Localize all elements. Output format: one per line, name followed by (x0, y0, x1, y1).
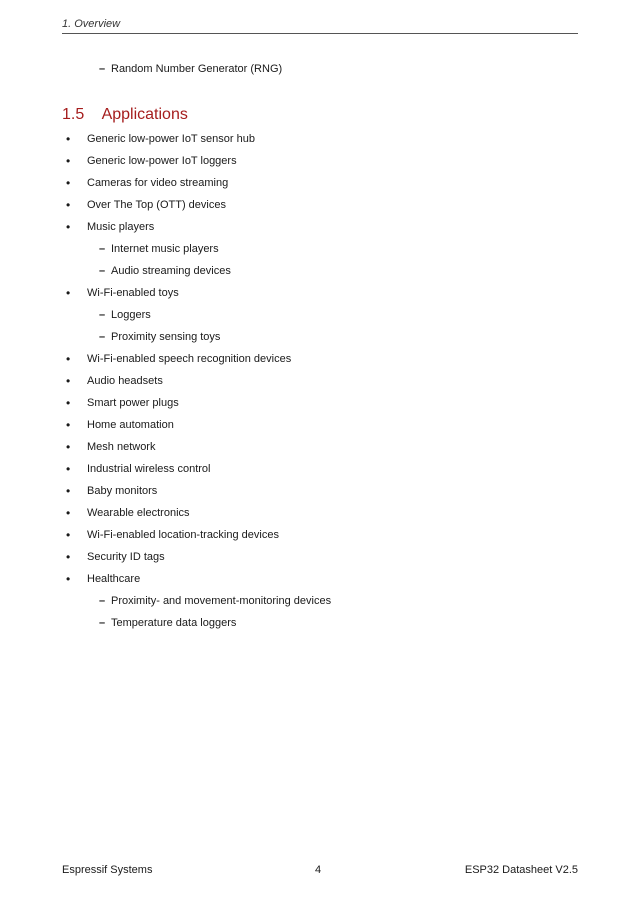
bullet-marker: • (66, 176, 71, 190)
list-item-text: Over The Top (OTT) devices (87, 199, 226, 211)
list-item (66, 374, 163, 388)
list-item-text: Wi-Fi-enabled speech recognition devices (87, 353, 292, 365)
list-item (66, 132, 255, 146)
bullet-marker: • (66, 154, 71, 168)
section-heading (62, 106, 188, 124)
dash-marker: – (99, 331, 106, 343)
list-item-text: Random Number Generator (RNG) (111, 63, 283, 75)
list-item-text: Proximity sensing toys (111, 331, 221, 343)
bullet-marker: • (66, 418, 71, 432)
list-item (66, 528, 279, 542)
list-item (66, 484, 158, 498)
list-item-text: Industrial wireless control (87, 463, 211, 475)
list-item-text: Healthcare (87, 573, 141, 585)
list-item-text: Music players (87, 221, 155, 233)
list-item-text: Loggers (111, 309, 151, 321)
list-item-text: Wearable electronics (87, 507, 190, 519)
list-item (99, 594, 332, 608)
bullet-marker: • (66, 572, 71, 586)
bullet-marker: • (66, 132, 71, 146)
list-item (66, 396, 179, 410)
list-item-text: Audio streaming devices (111, 265, 231, 277)
dash-marker: – (99, 243, 106, 255)
dash-marker: – (99, 617, 106, 629)
bullet-marker: • (66, 352, 71, 366)
bullet-marker: • (66, 440, 71, 454)
list-item-text: Generic low-power IoT sensor hub (87, 133, 255, 145)
page-header (62, 16, 578, 34)
bullet-marker: • (66, 462, 71, 476)
list-item-text: Security ID tags (87, 551, 165, 563)
list-item (99, 62, 283, 76)
dash-marker: – (99, 309, 106, 321)
list-item (66, 198, 226, 212)
bullet-marker: • (66, 286, 71, 300)
list-item-text: Mesh network (87, 441, 156, 453)
dash-marker: – (99, 595, 106, 607)
dash-marker: – (99, 63, 106, 75)
list-item-text: Audio headsets (87, 375, 163, 387)
section-title: Applications (101, 106, 188, 123)
list-item-text: Wi-Fi-enabled location-tracking devices (87, 529, 279, 541)
bullet-marker: • (66, 374, 71, 388)
list-item-text: Home automation (87, 419, 174, 431)
list-item (66, 550, 165, 564)
bullet-marker: • (66, 550, 71, 564)
bullet-marker: • (66, 506, 71, 520)
list-item (66, 418, 174, 432)
list-item (99, 308, 151, 322)
bullet-marker: • (66, 528, 71, 542)
list-item (66, 176, 229, 190)
list-item (66, 352, 292, 366)
list-item (66, 154, 237, 168)
running-title: 1. Overview (62, 18, 121, 30)
list-item (99, 264, 231, 278)
list-item-text: Cameras for video streaming (87, 177, 229, 189)
list-item-text: Smart power plugs (87, 397, 179, 409)
list-item (66, 286, 179, 300)
list-item (66, 440, 156, 454)
footer-company: Espressif Systems (62, 864, 153, 876)
list-item-text: Internet music players (111, 243, 219, 255)
list-item-text: Proximity- and movement-monitoring devices (111, 595, 332, 607)
list-item (99, 616, 237, 630)
bullet-marker: • (66, 396, 71, 410)
section-number: 1.5 (62, 106, 85, 123)
list-item-text: Temperature data loggers (111, 617, 237, 629)
list-item-text: Wi-Fi-enabled toys (87, 287, 179, 299)
list-item (66, 462, 211, 476)
list-item (66, 220, 155, 234)
list-item (99, 330, 221, 344)
bullet-marker: • (66, 484, 71, 498)
list-item-text: Generic low-power IoT loggers (87, 155, 237, 167)
list-item (99, 242, 219, 256)
bullet-marker: • (66, 220, 71, 234)
dash-marker: – (99, 265, 106, 277)
list-item (66, 506, 190, 520)
list-item-text: Baby monitors (87, 485, 158, 497)
footer-page-number: 4 (315, 864, 322, 876)
list-item (66, 572, 141, 586)
footer-doc-title: ESP32 Datasheet V2.5 (464, 864, 578, 876)
bullet-marker: • (66, 198, 71, 212)
